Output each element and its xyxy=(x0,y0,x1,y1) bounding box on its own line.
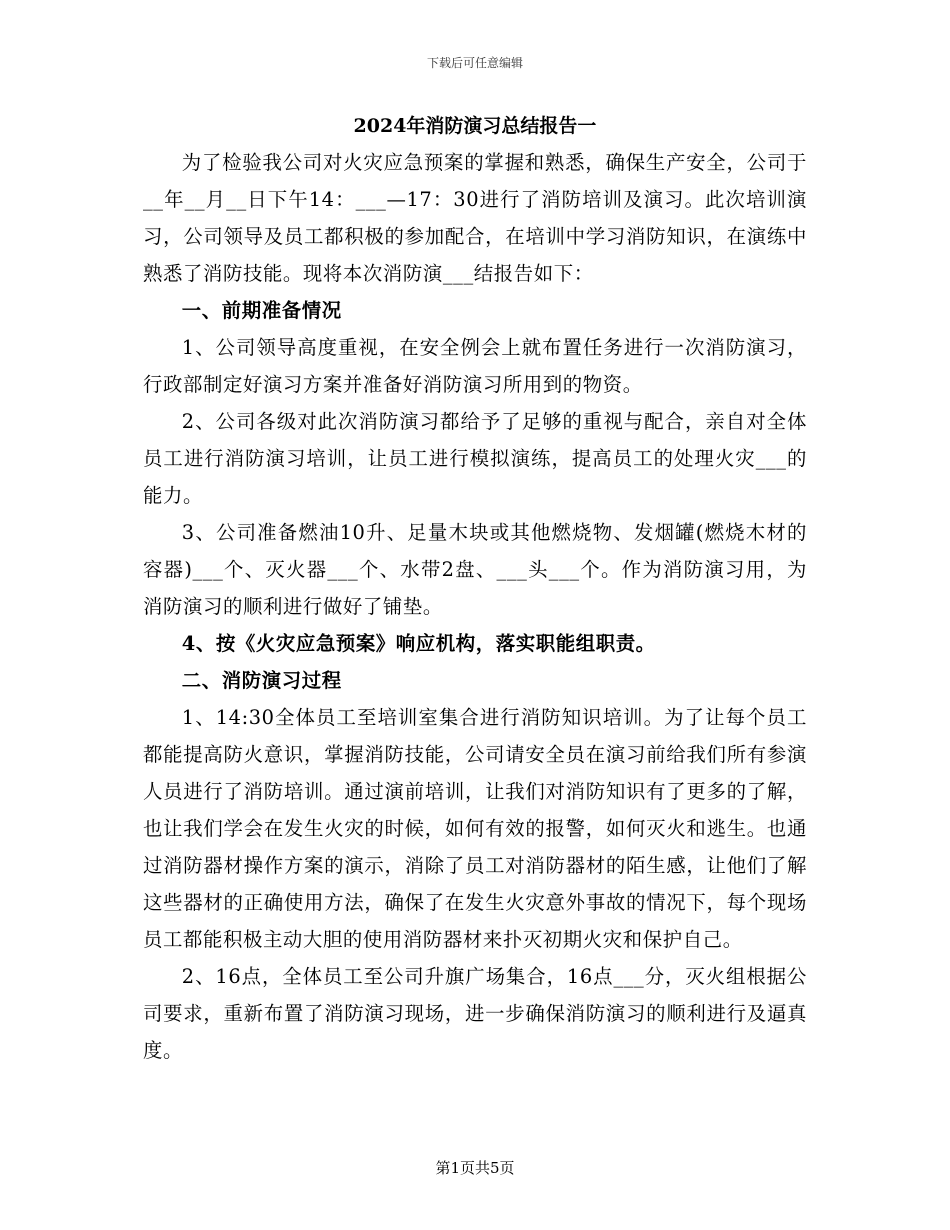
paragraph-prep-3: 3、公司准备燃油10升、足量木块或其他燃烧物、发烟罐(燃烧木材的容器)___个、灭火器___个、水带2盘、___头___个。作为消防演习用，为消防演习的顺利进行做好了铺垫。 xyxy=(143,521,807,618)
paragraph-process-2: 2、16点，全体员工至公司升旗广场集合，16点___分，灭火组根据公司要求，重新布置了消防演习现场，进一步确保消防演习的顺利进行及逼真度。 xyxy=(143,965,807,1062)
page-number: 第1页共5页 xyxy=(435,1159,515,1177)
paragraph-prep-2: 2、公司各级对此次消防演习都给予了足够的重视与配合，亲自对全体员工进行消防演习培训，让员工进行模拟演练，提高员工的处理火灾___的能力。 xyxy=(143,410,807,507)
paragraph-process-1: 1、14:30全体员工至培训室集合进行消防知识培训。为了让每个员工都能提高防火意识，掌握消防技能，公司请安全员在演习前给我们所有参演人员进行了消防培训。通过演前培训，让我们对消防知识有了更多的了解，也让我们学会在发生火灾的时候，如何有效的报警，如何灭火和逃生。也通过消防器材操作方案的演示，消除了员工对消防器材的陌生感，让他们了解这些器材的正确使用方法，确保了在发生火灾意外事故的情况下，每个现场员工都能积极主动大胆的使用消防器材来扑灭初期火灾和保护自己。 xyxy=(143,706,807,951)
header-note: 下载后可任意编辑 xyxy=(426,56,523,70)
section-heading-preparation: 一、前期准备情况 xyxy=(181,299,342,322)
intro-paragraph: 为了检验我公司对火灾应急预案的掌握和熟悉，确保生产安全，公司于__年__月__日下午14：___—17：30进行了消防培训及演习。此次培训演习，公司领导及员工都积极的参加配合，在培训中学习消防知识，在演练中熟悉了消防技能。现将本次消防演___结报告如下： xyxy=(143,151,807,285)
section-heading-process: 二、消防演习过程 xyxy=(181,669,342,692)
document-body xyxy=(143,112,807,1069)
document-title: 2024年消防演习总结报告一 xyxy=(353,115,597,137)
paragraph-prep-4: 4、按《火灾应急预案》响应机构，落实职能组职责。 xyxy=(181,632,656,655)
paragraph-prep-1: 1、公司领导高度重视，在安全例会上就布置任务进行一次消防演习，行政部制定好演习方案并准备好消防演习所用到的物资。 xyxy=(143,336,807,396)
